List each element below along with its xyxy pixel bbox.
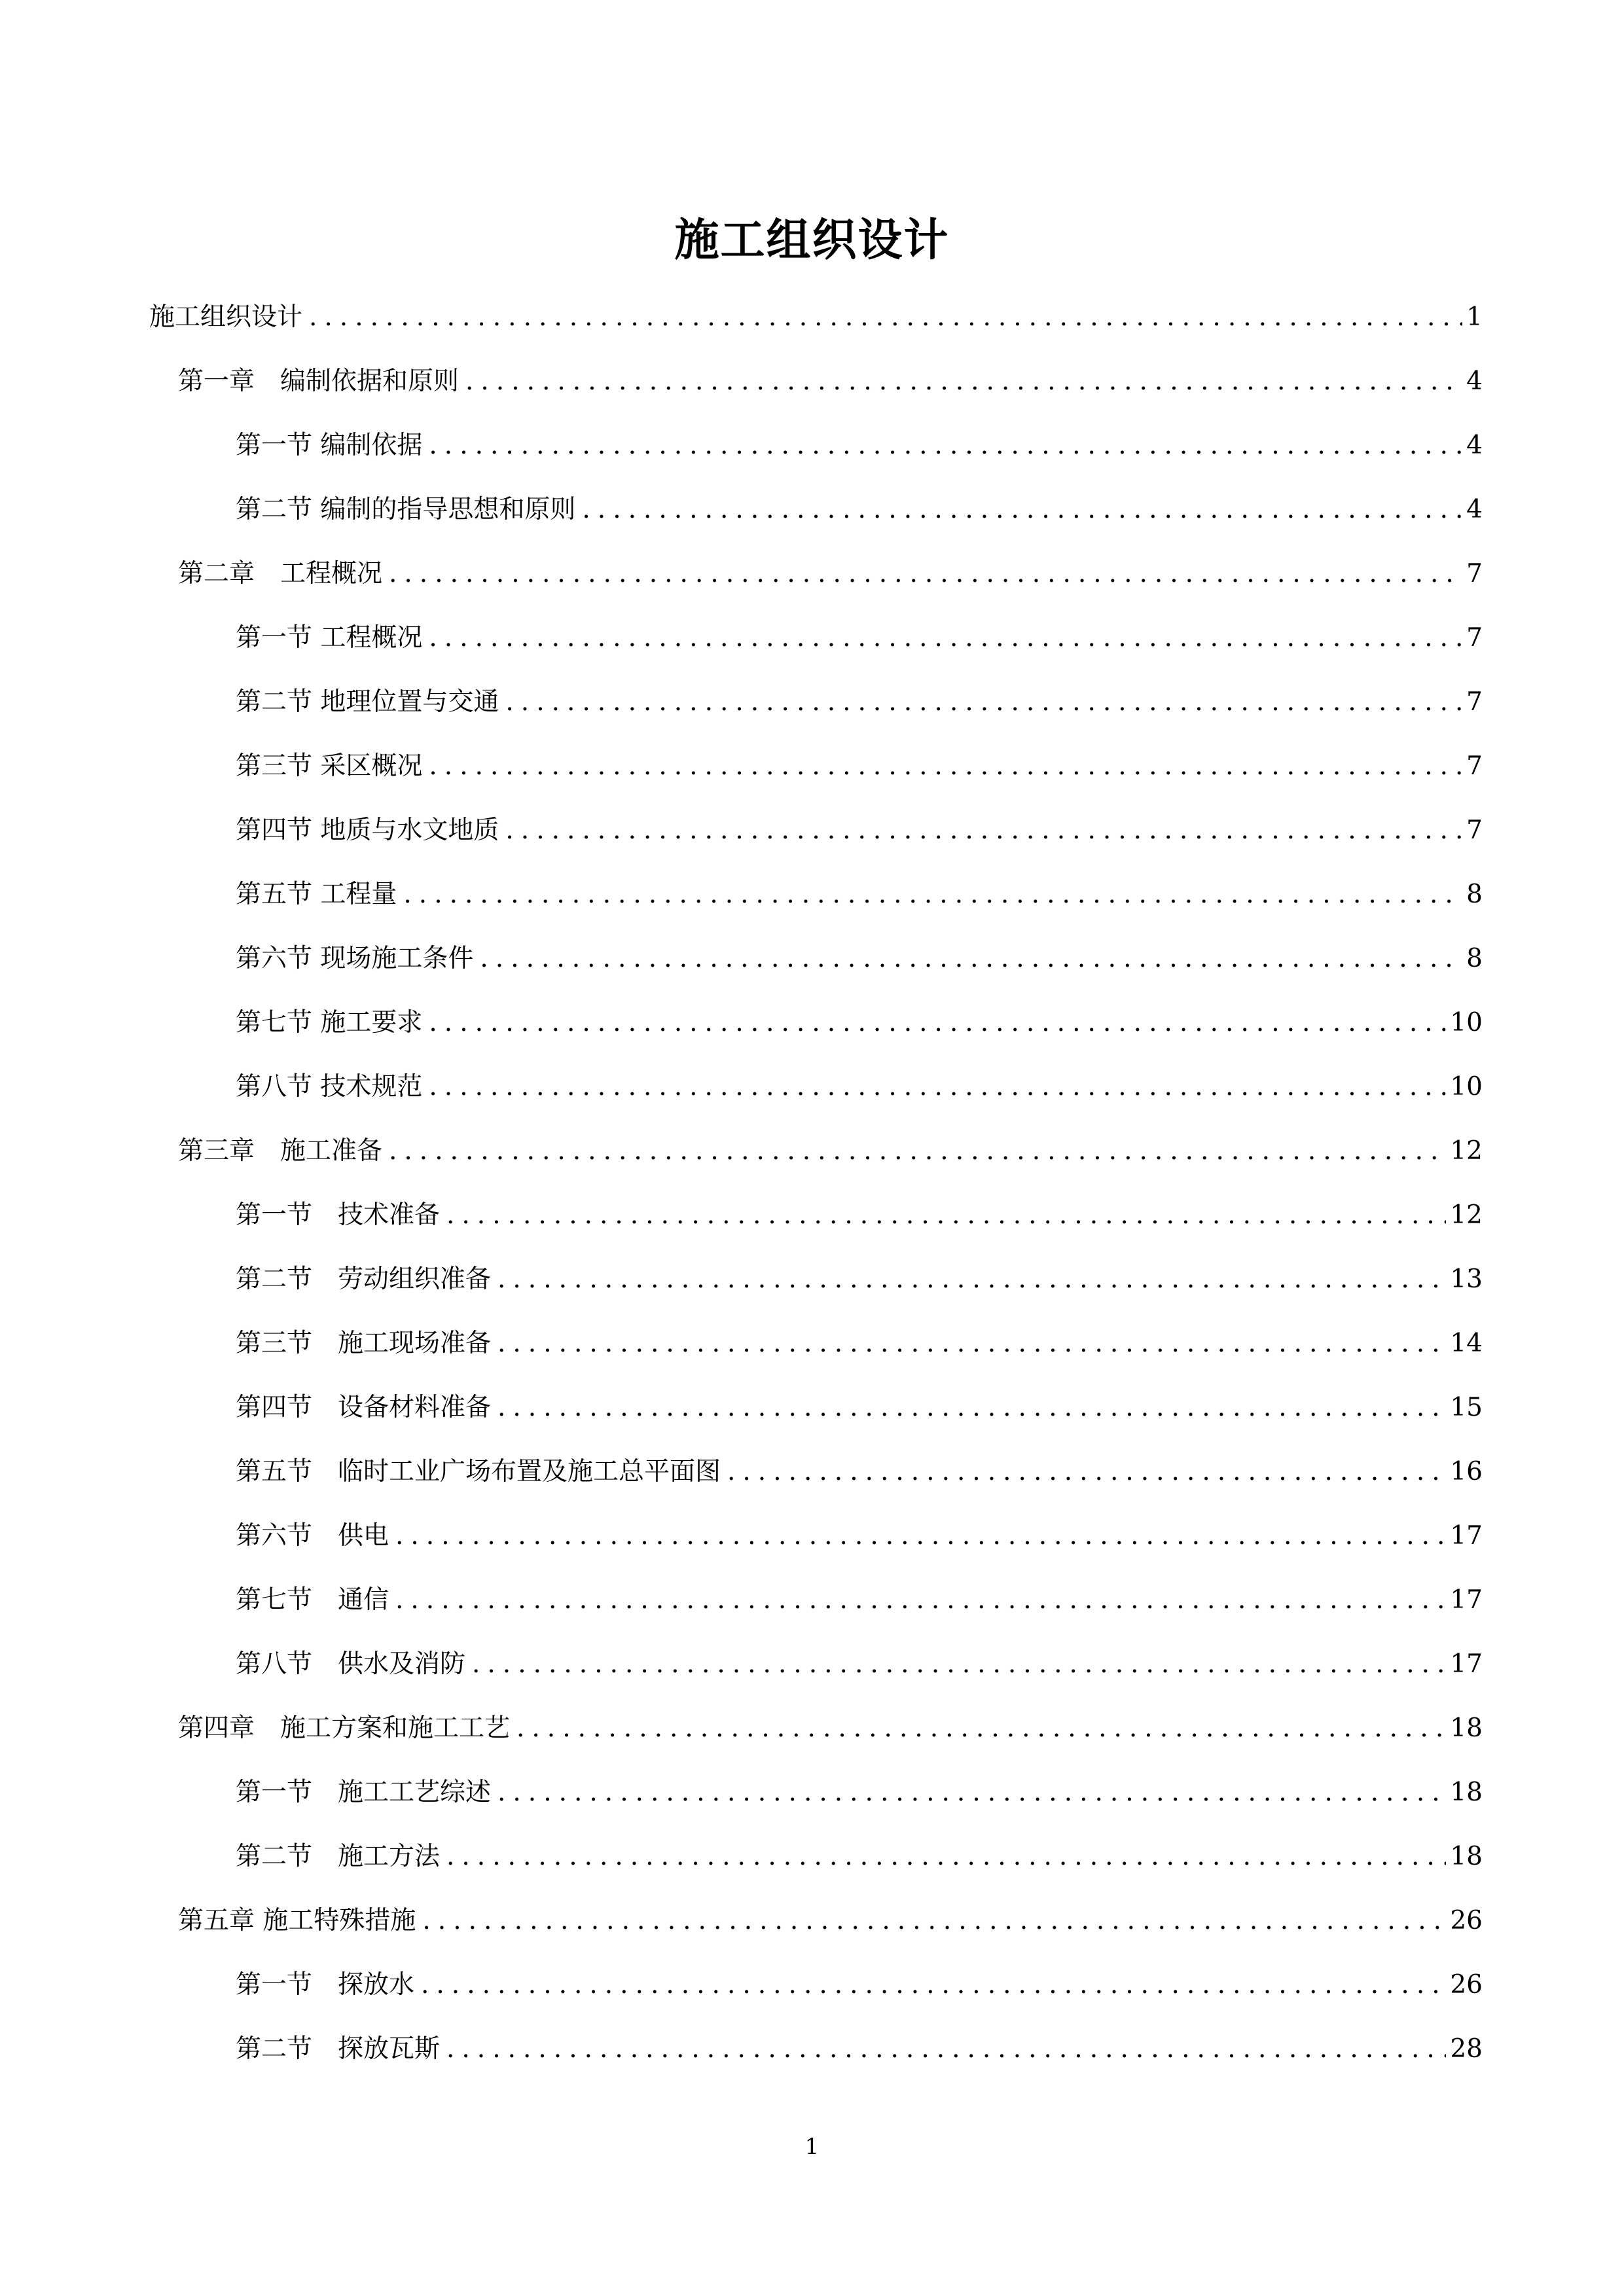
toc-entry-page: 10 xyxy=(1450,1072,1483,1102)
toc-entry-page: 26 xyxy=(1450,1970,1483,2000)
toc-entry-page: 7 xyxy=(1466,751,1483,781)
toc-entry[interactable] xyxy=(236,798,1483,863)
toc-dot-leader xyxy=(446,1825,1446,1889)
toc-dot-leader xyxy=(395,1568,1446,1632)
toc-dot-leader xyxy=(429,606,1462,670)
toc-entry-page: 8 xyxy=(1466,880,1483,909)
toc-entry-page: 17 xyxy=(1450,1649,1483,1679)
toc-dot-leader xyxy=(472,1632,1446,1696)
toc-entry[interactable] xyxy=(236,1440,1483,1504)
toc-entry-title: 第七节 施工要求 xyxy=(236,1008,423,1037)
toc-entry-title: 第三节 采区概况 xyxy=(236,751,423,781)
toc-entry-page: 18 xyxy=(1450,1778,1483,1807)
toc-entry-page: 16 xyxy=(1450,1457,1483,1486)
toc-entry[interactable] xyxy=(236,1953,1483,2017)
toc-entry-title: 第八节 技术规范 xyxy=(236,1072,423,1102)
toc-entry[interactable] xyxy=(236,1568,1483,1632)
toc-entry-page: 12 xyxy=(1450,1200,1483,1230)
toc-entry[interactable] xyxy=(236,1504,1483,1568)
toc-dot-leader xyxy=(429,1055,1446,1119)
toc-dot-leader xyxy=(429,734,1462,798)
toc-entry-page: 8 xyxy=(1466,944,1483,973)
toc-dot-leader xyxy=(582,478,1462,542)
toc-entry-title: 第五节 工程量 xyxy=(236,880,397,909)
toc-dot-leader xyxy=(516,1696,1446,1761)
toc-dot-leader xyxy=(727,1440,1446,1504)
toc-entry[interactable] xyxy=(236,991,1483,1055)
toc-dot-leader xyxy=(309,285,1462,350)
toc-dot-leader xyxy=(389,542,1462,606)
toc-entry-title: 施工组织设计 xyxy=(149,302,303,332)
toc-dot-leader xyxy=(497,1312,1446,1376)
toc-entry-title: 第三节 施工现场准备 xyxy=(236,1329,492,1358)
toc-entry[interactable] xyxy=(236,670,1483,734)
toc-dot-leader xyxy=(421,1953,1446,2017)
toc-entry-title: 第一节 施工工艺综述 xyxy=(236,1778,492,1807)
toc-dot-leader xyxy=(505,670,1462,734)
document-title: 施工组织设计 xyxy=(674,215,950,266)
toc-entry-title: 第二节 施工方法 xyxy=(236,1842,441,1871)
toc-entry-title: 第二节 劳动组织准备 xyxy=(236,1265,492,1294)
toc-entry-page: 17 xyxy=(1450,1521,1483,1551)
toc-entry[interactable] xyxy=(236,1761,1483,1825)
toc-entry[interactable] xyxy=(149,285,1483,350)
toc-dot-leader xyxy=(446,2017,1446,2081)
toc-dot-leader xyxy=(403,863,1462,927)
toc-dot-leader xyxy=(480,927,1462,991)
toc-entry[interactable] xyxy=(236,2017,1483,2081)
toc-entry-title: 第一节 编制依据 xyxy=(236,431,423,460)
toc-dot-leader xyxy=(395,1504,1446,1568)
toc-entry-title: 第八节 供水及消防 xyxy=(236,1649,466,1679)
toc-entry-page: 14 xyxy=(1450,1329,1483,1358)
toc-entry[interactable] xyxy=(236,927,1483,991)
toc-entry-page: 17 xyxy=(1450,1585,1483,1615)
toc-entry[interactable] xyxy=(236,1312,1483,1376)
toc-entry[interactable] xyxy=(236,863,1483,927)
toc-entry[interactable] xyxy=(236,1247,1483,1312)
toc-entry-page: 7 xyxy=(1466,559,1483,588)
toc-entry-title: 第六节 现场施工条件 xyxy=(236,944,474,973)
toc-dot-leader xyxy=(446,1183,1446,1247)
toc-dot-leader xyxy=(465,350,1462,414)
toc-entry[interactable] xyxy=(178,542,1483,606)
toc-entry-page: 26 xyxy=(1450,1906,1483,1935)
toc-entry[interactable] xyxy=(236,1183,1483,1247)
toc-entry[interactable] xyxy=(236,1825,1483,1889)
toc-entry[interactable] xyxy=(236,478,1483,542)
toc-entry-page: 18 xyxy=(1450,1842,1483,1871)
toc-entry[interactable] xyxy=(236,1055,1483,1119)
toc-entry-title: 第四章 施工方案和施工工艺 xyxy=(178,1713,511,1743)
toc-dot-leader xyxy=(422,1889,1446,1953)
toc-entry-page: 18 xyxy=(1450,1713,1483,1743)
toc-entry-title: 第二节 探放瓦斯 xyxy=(236,2034,441,2064)
toc-entry-title: 第七节 通信 xyxy=(236,1585,389,1615)
toc-entry-title: 第三章 施工准备 xyxy=(178,1136,383,1166)
toc-entry-title: 第四节 设备材料准备 xyxy=(236,1393,492,1422)
toc-entry-page: 28 xyxy=(1450,2034,1483,2064)
toc-dot-leader xyxy=(389,1119,1446,1183)
toc-entry-title: 第二节 编制的指导思想和原则 xyxy=(236,495,576,524)
toc-entry[interactable] xyxy=(178,350,1483,414)
toc-entry[interactable] xyxy=(236,734,1483,798)
toc-entry-title: 第六节 供电 xyxy=(236,1521,389,1551)
toc-entry-page: 15 xyxy=(1450,1393,1483,1422)
toc-entry-title: 第一节 工程概况 xyxy=(236,623,423,653)
toc-entry-page: 12 xyxy=(1450,1136,1483,1166)
toc-entry-title: 第一节 探放水 xyxy=(236,1970,415,2000)
toc-entry-title: 第二章 工程概况 xyxy=(178,559,383,588)
toc-dot-leader xyxy=(497,1247,1446,1312)
toc-entry-page: 7 xyxy=(1466,816,1483,845)
page-number: 1 xyxy=(804,2134,820,2160)
toc-entry-page: 7 xyxy=(1466,687,1483,717)
toc-entry[interactable] xyxy=(178,1119,1483,1183)
toc-entry-page: 7 xyxy=(1466,623,1483,653)
toc-entry[interactable] xyxy=(236,606,1483,670)
toc-entry-title: 第四节 地质与水文地质 xyxy=(236,816,499,845)
toc-entry-page: 4 xyxy=(1466,495,1483,524)
toc-entry-page: 4 xyxy=(1466,367,1483,396)
toc-entry-page: 1 xyxy=(1466,302,1483,332)
toc-dot-leader xyxy=(497,1761,1446,1825)
toc-entry-page: 13 xyxy=(1450,1265,1483,1294)
toc-dot-leader xyxy=(497,1376,1446,1440)
toc-entry[interactable] xyxy=(178,1889,1483,1953)
toc-entry[interactable] xyxy=(236,1376,1483,1440)
toc-entry-title: 第一章 编制依据和原则 xyxy=(178,367,460,396)
toc-entry[interactable] xyxy=(236,414,1483,478)
toc-entry-title: 第二节 地理位置与交通 xyxy=(236,687,499,717)
toc-entry[interactable] xyxy=(236,1632,1483,1696)
toc-dot-leader xyxy=(505,798,1462,863)
toc-entry-title: 第五节 临时工业广场布置及施工总平面图 xyxy=(236,1457,721,1486)
toc-entry[interactable] xyxy=(178,1696,1483,1761)
toc-entry-page: 4 xyxy=(1466,431,1483,460)
toc-entry-title: 第一节 技术准备 xyxy=(236,1200,441,1230)
toc-dot-leader xyxy=(429,991,1446,1055)
toc-dot-leader xyxy=(429,414,1462,478)
toc-entry-page: 10 xyxy=(1450,1008,1483,1037)
toc-entry-title: 第五章 施工特殊措施 xyxy=(178,1906,416,1935)
